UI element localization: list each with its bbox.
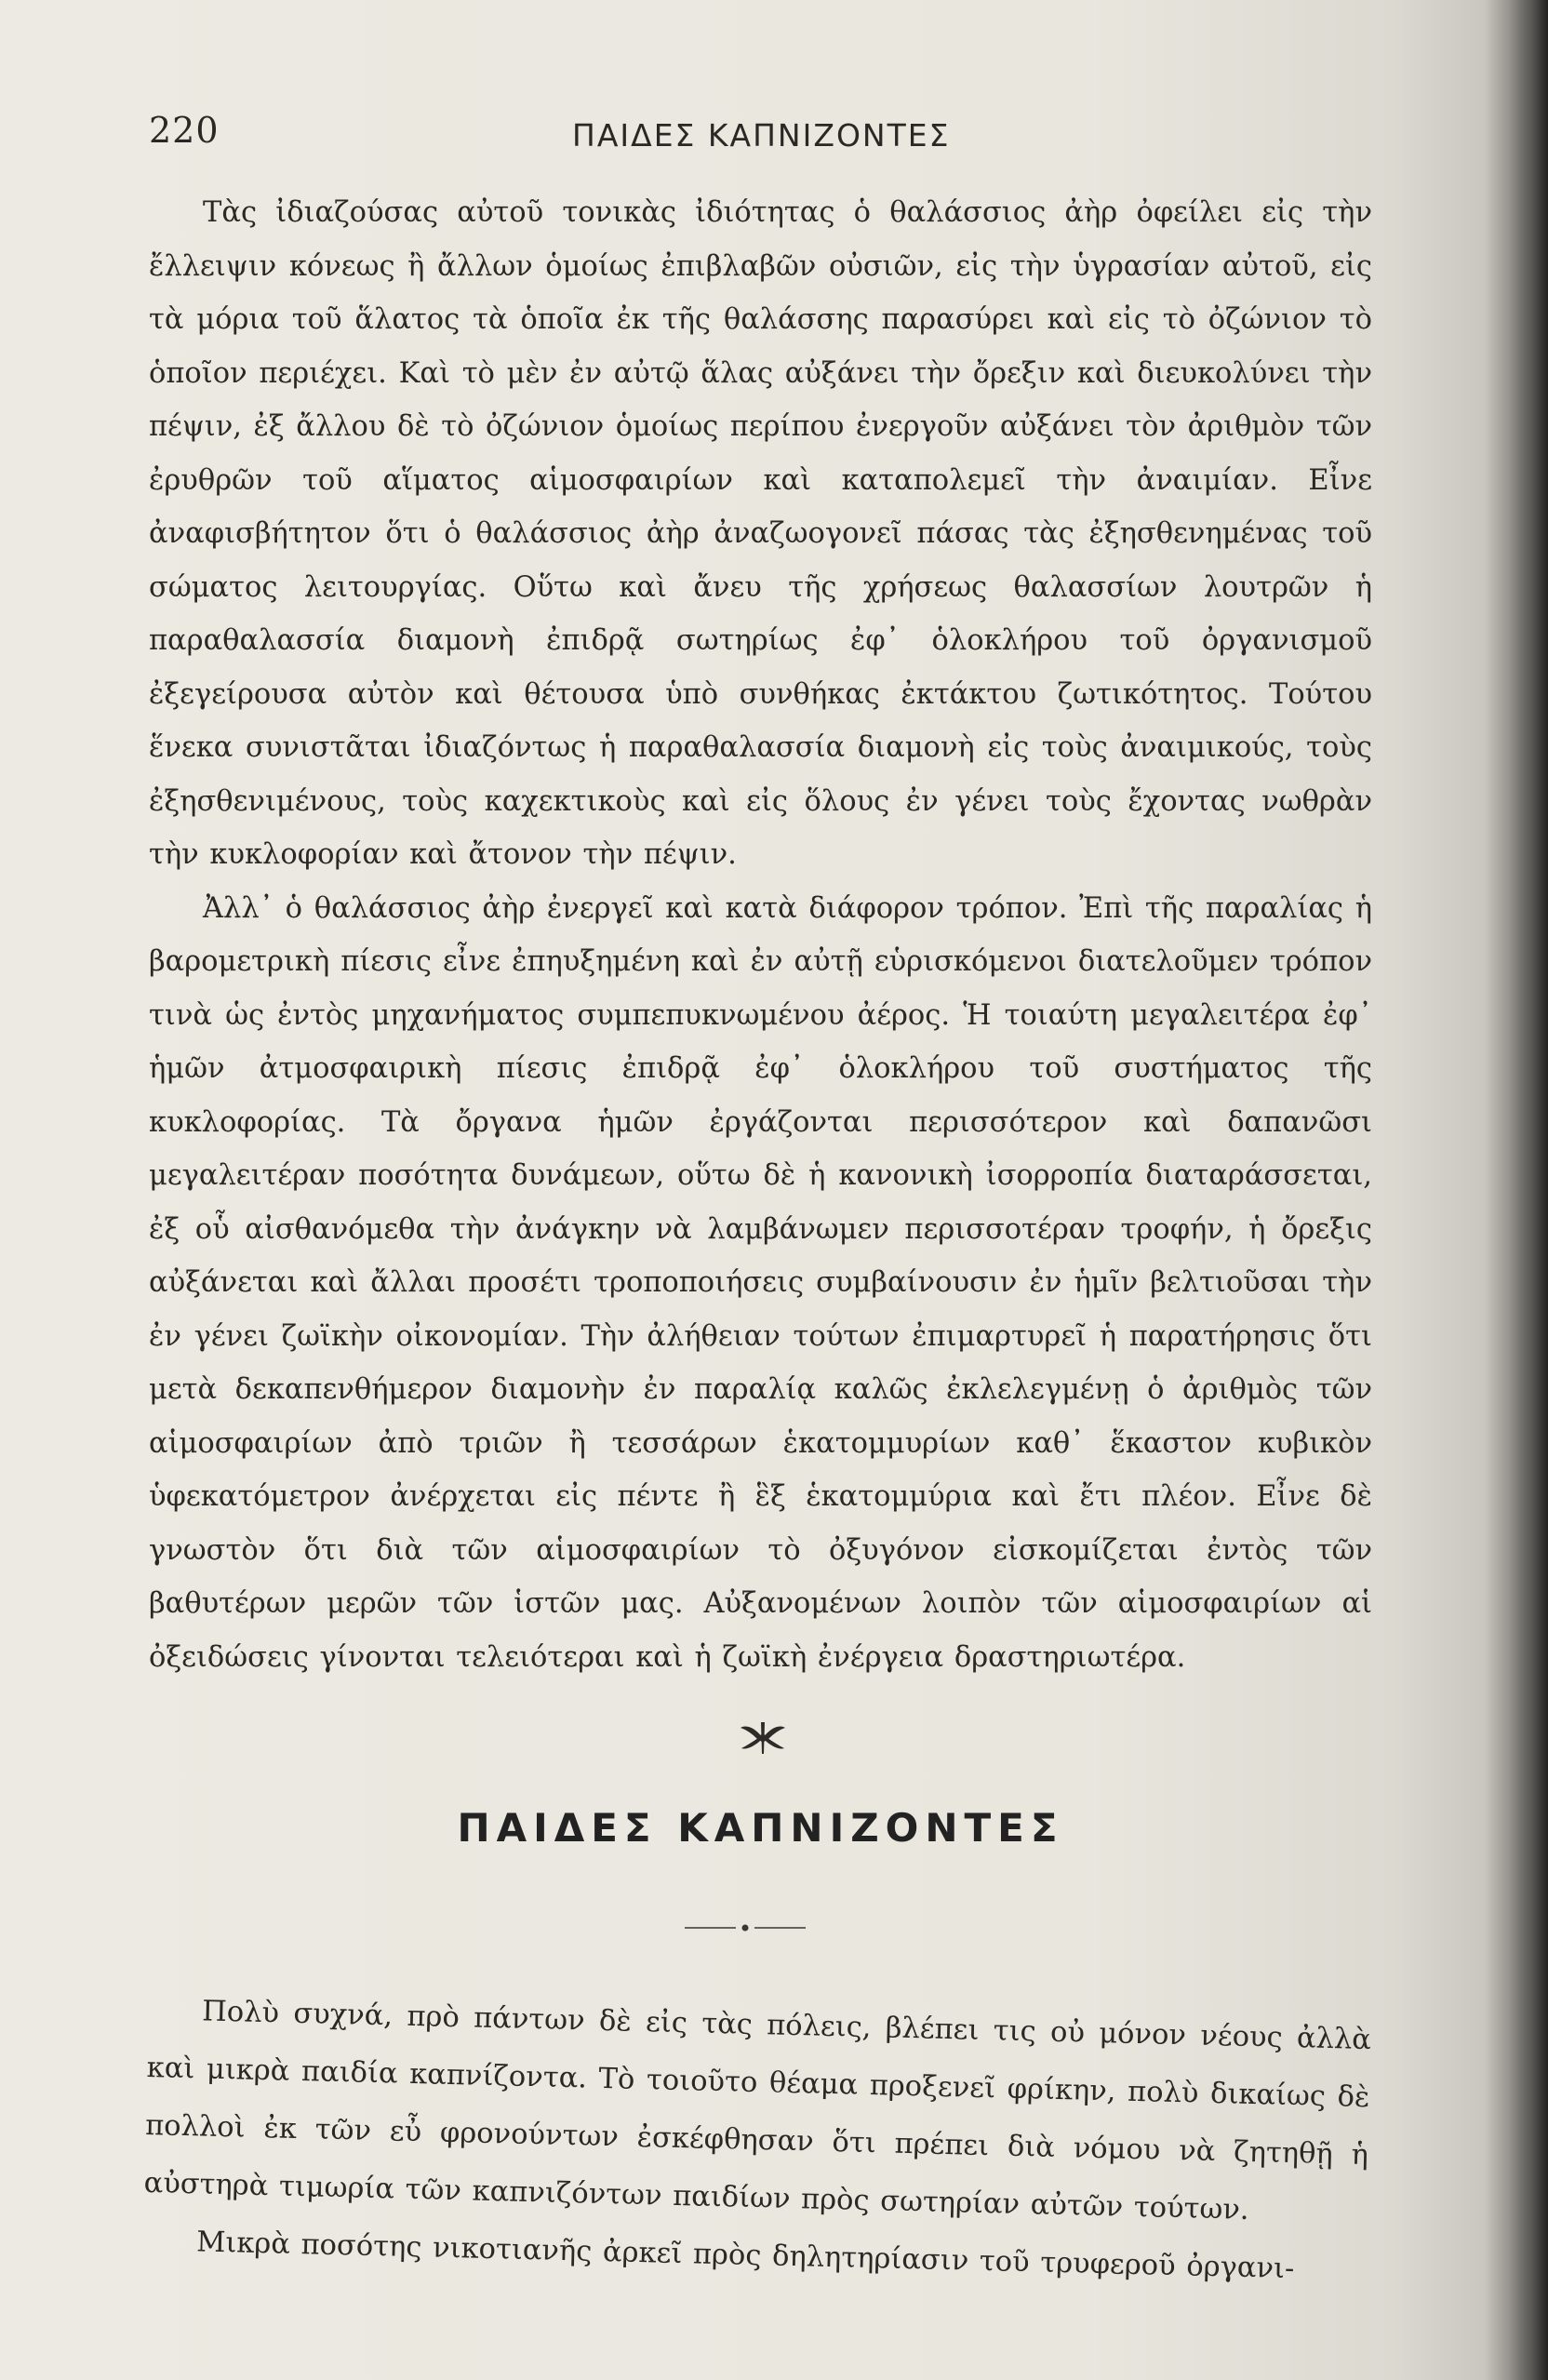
paragraph-nicotine: Μικρὰ ποσότης νικοτιανῆς ἀρκεῖ πρὸς δηλητηρίασιν τοῦ τρυφεροῦ ὀργανι-	[195, 2226, 1295, 2286]
paragraph-sea-air-properties: Τὰς ἰδιαζούσας αὐτοῦ τονικὰς ἰδιότητας ὁ θαλάσσιος ἀὴρ ὀφείλει εἰς τὴν ἔλλειψιν κόνεως ἢ ἄλλων ὁμοίως ἐπιβλαβῶν οὐσιῶν, εἰς τὴν ὑγρασίαν αὐτοῦ, εἰς τὰ μόρια τοῦ ἅλατος τὰ ὁποῖα ἐκ τῆς θαλάσσης παρασύρει καὶ εἰς τὸ ὀζώνιον τὸ ὁποῖον περιέχει. Καὶ τὸ μὲν ἐν αὐτῷ ἅλας αὐξάνει τὴν ὄρεξιν καὶ διευκολύνει τὴν πέψιν, ἐξ ἄλλου δὲ τὸ ὀζώνιον ὁμοίως περίπου ἐνεργοῦν αὐξάνει τὸν ἀριθμὸν τῶν ἐρυθρῶν τοῦ αἵματος αἱμοσφαιρίων καὶ καταπολεμεῖ τὴν ἀναιμίαν. Εἶνε ἀναφισβήτητον ὅτι ὁ θαλάσσιος ἀὴρ ἀναζωογονεῖ πάσας τὰς ἐξησθενημένας τοῦ σώματος λειτουργίας. Οὕτω καὶ ἄνευ τῆς χρήσεως θαλασσίων λουτρῶν ἡ παραθαλασσία διαμονὴ ἐπιδρᾷ σωτηρίως ἐφ᾽ ὁλοκλήρου τοῦ ὀργανισμοῦ ἐξεγείρουσα αὐτὸν καὶ θέτουσα ὑπὸ συνθήκας ἐκτάκτου ζωτικότητος. Τούτου ἕνεκα συνιστᾶται ἰδιαζόντως ἡ παραθαλασσία διαμονὴ εἰς τοὺς ἀναιμικούς, τοὺς ἐξησθενιμένους, τοὺς καχεκτικοὺς καὶ εἰς ὅλους ἐν γένει τοὺς ἔχοντας νωθρὰν τὴν κυκλοφορίαν καὶ ἄτονον τὴν πέψιν.	[149, 196, 1372, 871]
page-gutter-shadow	[1483, 0, 1548, 2380]
page-number: 220	[149, 110, 220, 151]
section-title: ΠΑΙΔΕΣ ΚΑΠΝΙΖΟΝΤΕΣ	[457, 1805, 1064, 1851]
fleuron-icon	[735, 1715, 791, 1761]
page-header	[149, 110, 1442, 166]
paragraph-sea-air-pressure: Ἀλλ᾽ ὁ θαλάσσιος ἀὴρ ἐνεργεῖ καὶ κατὰ διάφορον τρόπον. Ἐπὶ τῆς παραλίας ἡ βαρομετρικὴ πίεσις εἶνε ἐπηυξημένη καὶ ἐν αὐτῇ εὑρισκόμενοι διατελοῦμεν τρόπον τινὰ ὡς ἐντὸς μηχανήματος συμπεπυκνωμένου ἀέρος. Ἡ τοιαύτη μεγαλειτέρα ἐφ᾽ ἡμῶν ἀτμοσφαιρικὴ πίεσις ἐπιδρᾷ ἐφ᾽ ὁλοκλήρου τοῦ συστήματος τῆς κυκλοφορίας. Τὰ ὄργανα ἡμῶν ἐργάζονται περισσότερον καὶ δαπανῶσι μεγαλειτέραν ποσότητα δυνάμεων, οὕτω δὲ ἡ κανονικὴ ἰσορροπία διαταράσσεται, ἐξ οὗ αἰσθανόμεθα τὴν ἀνάγκην νὰ λαμβάνωμεν περισσοτέραν τροφήν, ἡ ὄρεξις αὐξάνεται καὶ ἄλλαι προσέτι τροποποιήσεις συμβαίνουσιν ἐν ἡμῖν βελτιοῦσαι τὴν ἐν γένει ζωϊκὴν οἰκονομίαν. Τὴν ἀλήθειαν τούτων ἐπιμαρτυρεῖ ἡ παρατήρησις ὅτι μετὰ δεκαπενθήμερον διαμονὴν ἐν παραλίᾳ καλῶς ἐκλελεγμένῃ ὁ ἀριθμὸς τῶν αἱμοσφαιρίων ἀπὸ τριῶν ἢ τεσσάρων ἑκατομμυρίων καθ᾽ ἕκαστον κυβικὸν ὑφεκατόμετρον ἀνέρχεται εἰς πέντε ἢ ἓξ ἑκατομμύρια καὶ ἔτι πλέον. Εἶνε δὲ γνωστὸν ὅτι διὰ τῶν αἱμοσφαιρίων τὸ ὀξυγόνον εἰσκομίζεται ἐντὸς τῶν βαθυτέρων μερῶν τῶν ἱστῶν μας. Αὐξανομένων λοιπὸν τῶν αἱμοσφαιρίων αἱ ὀξειδώσεις γίνονται τελειότεραι καὶ ἡ ζωϊκὴ ἐνέργεια δραστηριωτέρα.	[149, 891, 1372, 1674]
paragraph-children-smoking: Πολὺ συχνά, πρὸ πάντων δὲ εἰς τὰς πόλεις, βλέπει τις οὐ μόνον νέους ἀλλὰ καὶ μικρὰ παιδία καπνίζοντα. Τὸ τοιοῦτο θέαμα προξενεῖ φρίκην, πολὺ δικαίως δὲ πολλοὶ ἐκ τῶν εὖ φρονούντων ἐσκέφθησαν ὅτι πρέπει διὰ νόμου νὰ ζητηθῇ ἡ αὐστηρὰ τιμωρία τῶν καπνιζόντων παιδίων πρὸς σωτηρίαν αὐτῶν τούτων.	[143, 1995, 1372, 2226]
divider-ornament	[685, 1923, 806, 1932]
main-text	[149, 186, 1372, 1684]
running-title: ΠΑΙΔΕΣ ΚΑΠΝΙΖΟΝΤΕΣ	[572, 117, 951, 154]
section-text	[141, 1982, 1371, 2300]
